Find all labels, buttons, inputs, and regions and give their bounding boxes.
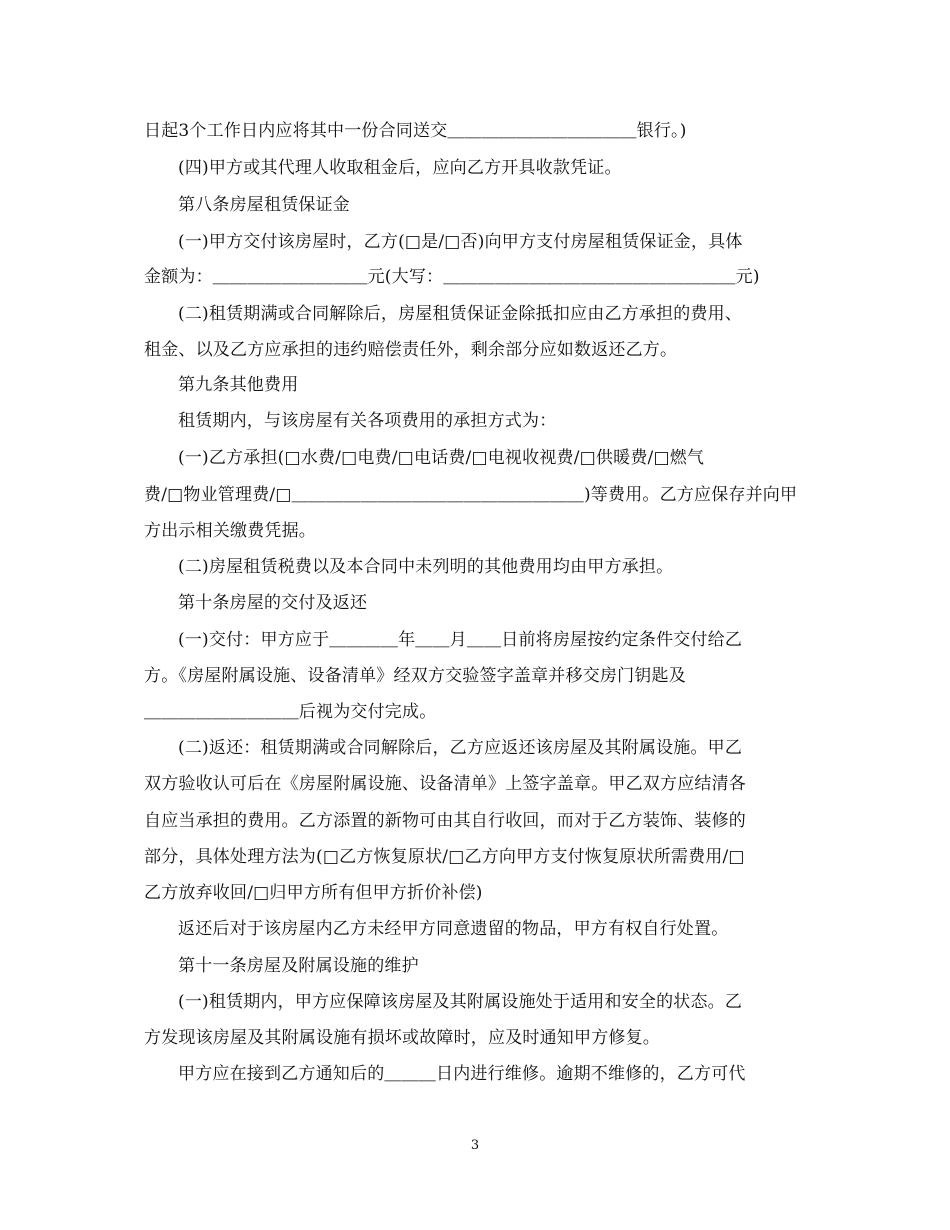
text-line: 费/□物业管理费/□＿＿＿＿＿＿＿＿＿＿＿＿＿＿＿＿＿)等费用。乙方应保存并向甲 [144,485,798,505]
section-heading: 第八条房屋租赁保证金 [178,195,350,215]
text-line: 甲方应在接到乙方通知后的＿＿＿日内进行维修。逾期不维修的，乙方可代 [178,1064,746,1084]
text-line: 返还后对于该房屋内乙方未经甲方同意遗留的物品，甲方有权自行处置。 [178,919,729,939]
text-line: (一)甲方交付该房屋时，乙方(□是/□否)向甲方支付房屋租赁保证金，具体 [178,232,743,252]
text-line: (一)交付：甲方应于＿＿＿＿年＿＿月＿＿日前将房屋按约定条件交付给乙 [178,630,743,650]
text-line: 方发现该房屋及其附属设施有损坏或故障时，应及时通知甲方修复。 [144,1028,660,1048]
text-line: (二)租赁期满或合同解除后，房屋租赁保证金除抵扣应由乙方承担的费用、 [178,304,743,324]
text-line: (四)甲方或其代理人收取租金后，应向乙方开具收款凭证。 [178,158,622,178]
text-line: (一)租赁期内，甲方应保障该房屋及其附属设施处于适用和安全的状态。乙 [178,992,743,1012]
section-heading: 第九条其他费用 [178,375,299,395]
text-line: ＿＿＿＿＿＿＿＿＿后视为交付完成。 [144,702,437,722]
text-line: (一)乙方承担(□水费/□电费/□电话费/□电视收视费/□供暖费/□燃气 [178,448,705,468]
text-line: 金额为：＿＿＿＿＿＿＿＿＿元(大写：＿＿＿＿＿＿＿＿＿＿＿＿＿＿＿＿＿元) [144,267,760,287]
section-heading: 第十一条房屋及附属设施的维护 [178,956,419,976]
text-line: 自应当承担的费用。乙方添置的新物可由其自行收回，而对于乙方装饰、装修的 [144,811,746,831]
text-line: 日起3个工作日内应将其中一份合同送交＿＿＿＿＿＿＿＿＿＿＿银行。) [144,121,687,141]
text-line: 方出示相关缴费凭据。 [144,521,316,541]
text-line: 租金、以及乙方应承担的违约赔偿责任外，剩余部分应如数返还乙方。 [144,340,678,360]
text-line: (二)返还：租赁期满或合同解除后，乙方应返还该房屋及其附属设施。甲乙 [178,738,743,758]
text-line: 乙方放弃收回/□归甲方所有但甲方折价补偿) [144,883,483,903]
text-line: 部分，具体处理方法为(□乙方恢复原状/□乙方向甲方支付恢复原状所需费用/□ [144,847,745,867]
section-heading: 第十条房屋的交付及返还 [178,593,368,613]
text-line: 租赁期内，与该房屋有关各项费用的承担方式为： [178,411,557,431]
text-line: (二)房屋租赁税费以及本合同中未列明的其他费用均由甲方承担。 [178,557,674,577]
page-number: 3 [470,1138,480,1153]
text-line: 方。《房屋附属设施、设备清单》经双方交验签字盖章并移交房门钥匙及 [144,666,686,686]
text-line: 双方验收认可后在《房屋附属设施、设备清单》上签字盖章。甲乙双方应结清各 [144,774,746,794]
